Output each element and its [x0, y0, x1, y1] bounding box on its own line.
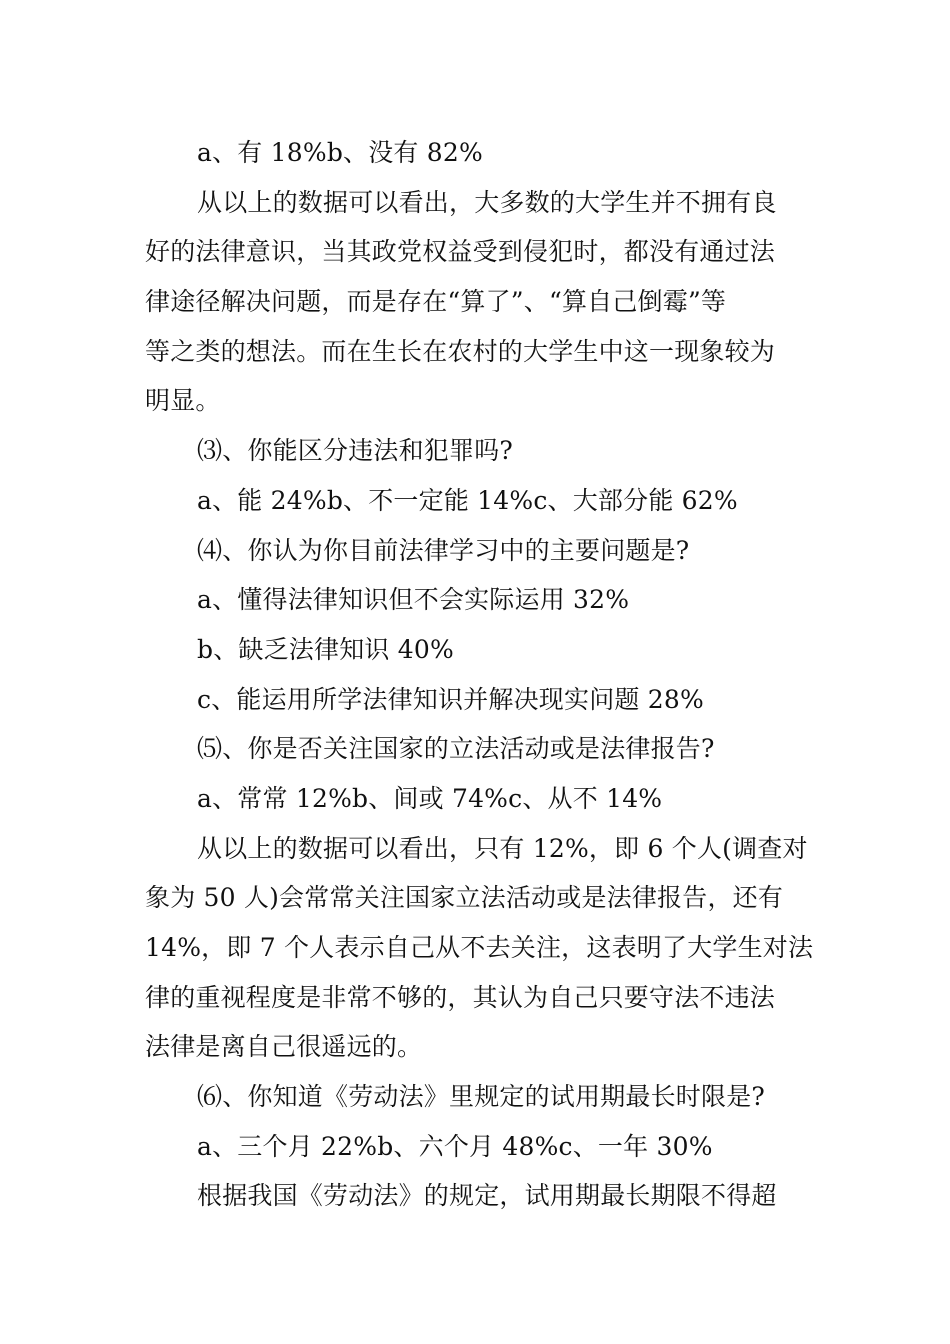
- answer-line: c、能运用所学法律知识并解决现实问题 28%: [197, 684, 704, 714]
- answer-line: b、缺乏法律知识 40%: [197, 634, 454, 664]
- document-body: [145, 128, 815, 1221]
- text-line: 明显。: [145, 386, 221, 416]
- text-line: 14%，即 7 个人表示自己从不去关注，这表明了大学生对法: [145, 933, 814, 962]
- answer-line: a、常常 12%b、间或 74%c、从不 14%: [197, 783, 663, 813]
- text-line: 象为 50 人)会常常关注国家立法活动或是法律报告，还有: [145, 883, 784, 913]
- question-line: ⑷、你认为你目前法律学习中的主要问题是?: [197, 535, 690, 565]
- answer-line: a、懂得法律知识但不会实际运用 32%: [197, 585, 630, 615]
- text-line: 从以上的数据可以看出，只有 12%，即 6 个人(调查对: [197, 833, 808, 863]
- text-line: 法律是离自己很遥远的。: [145, 1032, 423, 1062]
- text-line: 从以上的数据可以看出，大多数的大学生并不拥有良: [197, 187, 777, 217]
- text-line: 等之类的想法。而在生长在农村的大学生中这一现象较为: [145, 336, 776, 366]
- text-line: 根据我国《劳动法》的规定，试用期最长期限不得超: [197, 1181, 777, 1211]
- text-line: 律的重视程度是非常不够的，其认为自己只要守法不违法: [145, 982, 776, 1012]
- answer-line: a、能 24%b、不一定能 14%c、大部分能 62%: [197, 485, 738, 515]
- text-line: 好的法律意识，当其政党权益受到侵犯时，都没有通过法: [145, 237, 776, 267]
- answer-line: a、三个月 22%b、六个月 48%c、一年 30%: [197, 1131, 713, 1161]
- text-line: a、有 18%b、没有 82%: [197, 138, 483, 167]
- question-line: ⑶、你能区分违法和犯罪吗?: [197, 436, 514, 466]
- question-line: ⑸、你是否关注国家的立法活动或是法律报告?: [197, 734, 715, 764]
- text-line: 律途径解决问题，而是存在“算了”、“算自己倒霉”等: [145, 287, 727, 317]
- question-line: ⑹、你知道《劳动法》里规定的试用期最长时限是?: [197, 1082, 766, 1112]
